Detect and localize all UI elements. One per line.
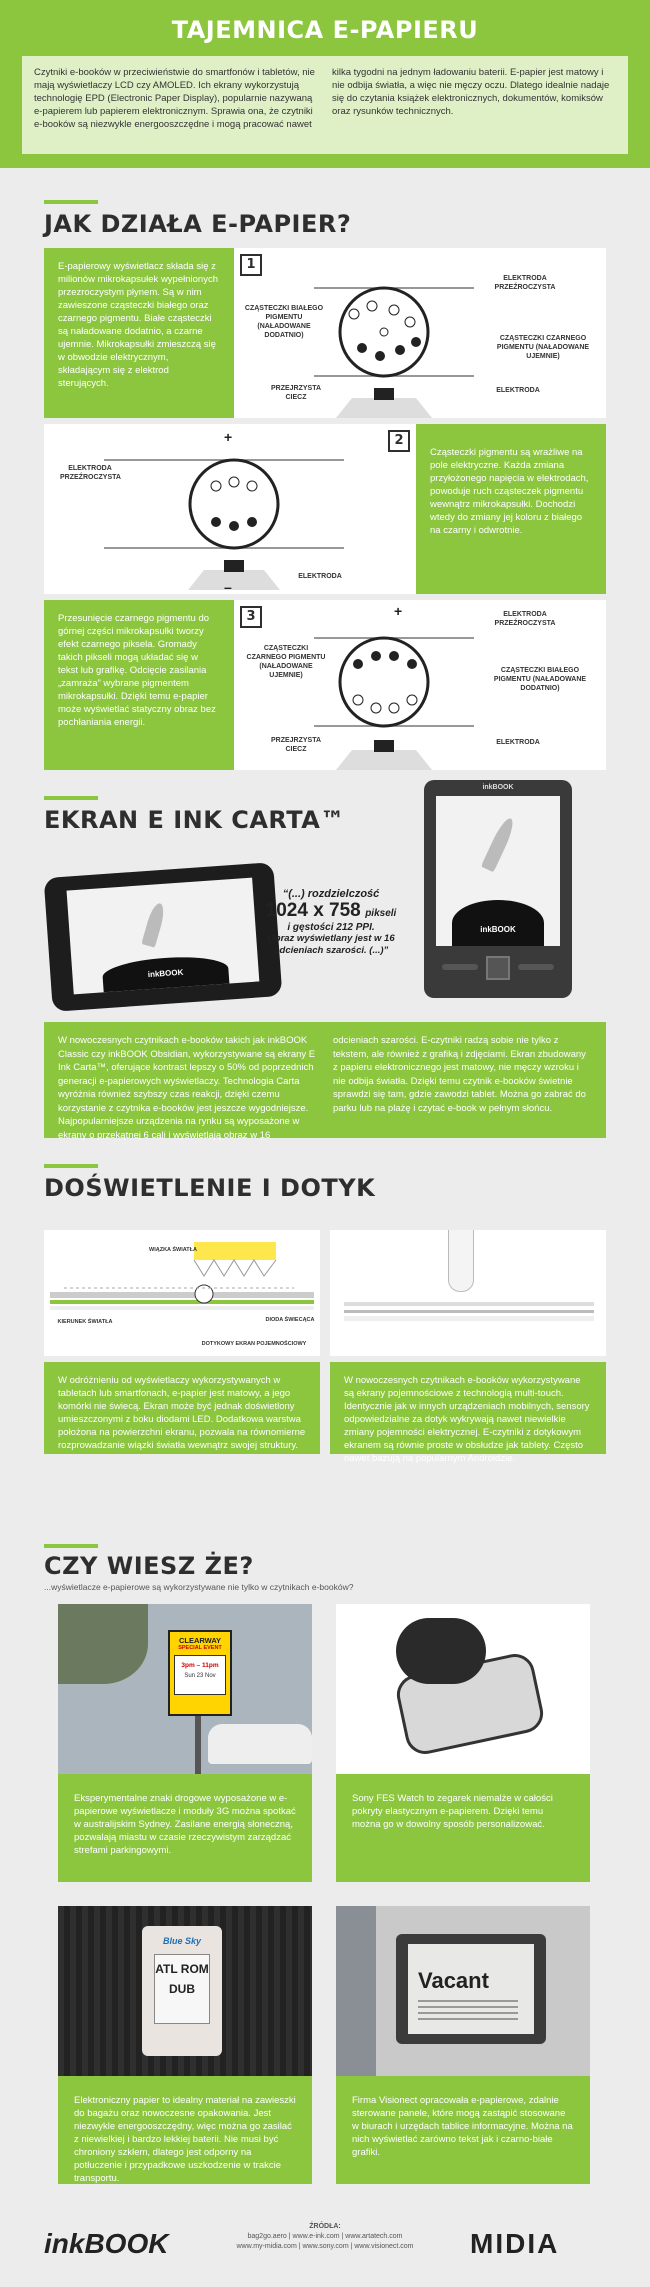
quote-rest: Obraz wyświetlany jest w 16 odcieniach szarości. (...)” [267,933,395,956]
label-electrode-clear-3: ELEKTRODA PRZEŹROCZYSTA [494,611,556,627]
step-1-text: E-papierowy wyświetlacz składa się z milionów mikrokapsułek wypełnionych przezroczystym płynem. Są w nim zawieszone cząsteczki białego oraz czarnego pigmentu. Białe cząsteczki są naładowane dodatnio, a czarne ujemnie. Mikrokapsułki zmieszczą się w obwodzie elektrycznym, składającym się z elektrod sterujących. [44,248,234,418]
luggage-tag [142,1926,222,2056]
finger-shape [448,1230,474,1292]
label-electrode-3: ELEKTRODA [496,739,540,746]
know-subtitle: ...wyświetlacze e-papierowe są wykorzystywane nie tylko w czytnikach e-booków? [44,1582,354,1592]
step-1-panel [44,248,606,418]
step-2-panel [44,424,606,594]
card-road-sign-text: Eksperymentalne znaki drogowe wyposażone w e-papierowe wyświetlacze i moduły 3G można spotkać w australijskim Sydney. Zasilane energią słoneczną, pozwalają miastu w czasie rzeczywistym zarządzać strefami parkingowymi. [58,1774,312,1882]
reader-screen [436,796,560,946]
touch-diagram [330,1230,606,1356]
info-screen [408,1944,534,2034]
label-touch-layer: DOTYKOWY EKRAN POJEMNOŚCIOWY [201,1341,307,1347]
reader-dpad[interactable] [486,956,510,980]
watch-face [396,1618,486,1684]
step-1-number: 1 [240,254,262,276]
carta-para-left: W nowoczesnych czytnikach e-booków takich jak inkBOOK Classic czy inkBOOK Obsidian, wykorzystywane są ekrany E Ink Carta™, oferujące kontrast lepszy o 50% od poprzednich generacji e-papierowych wyświetlaczy. Technologia Carta wyróżnia również szybszy czas reakcji, dzięki czemu korzystanie z czytnika e-booków jest jeszcze wygodniejsze. Najpopularniejsze urządzenia na rynku są wyposażone w ekrany o przekątnej 6 cali i wyświetlają obraz w 16 [58,1035,316,1141]
reader-brand: inkBOOK [482,784,514,791]
capsule-diagram-2 [44,424,416,594]
label-black-pigment: CZĄSTECZKI CZARNEGO PIGMENTU (NAŁADOWANE UJEMNIE) [496,335,590,360]
section-divider [44,1544,98,1548]
section-divider [44,200,98,204]
label-led: DIODA ŚWIECĄCA [265,1317,315,1323]
parked-car [208,1724,312,1764]
sign-line-2: SPECIAL EVENT [178,1645,222,1651]
step-2-text: Cząsteczki pigmentu są wrażliwe na pole elektryczne. Każda zmiana przyłożonego napięcia w elektrodach, powoduje ruch cząsteczek pigmentu wewnątrz mikrokapsułki. Dochodzi wtedy do zmiany jej koloru z białego na czarny i odwrotnie. [416,424,606,594]
tablet-screen [67,878,260,995]
info-panel [396,1934,546,2044]
sign-line-3: 3pm – 11pm [181,1662,219,1669]
card-luggage-text: Elektroniczny papier to idealny materiał na zawieszki do bagażu oraz nowoczesne opakowania. Jest niezwykle energooszczędny, więc można go zasilać z niewielkiej i bardzo lekkiej baterii. Nie musi być chroniony szkłem, dlatego jest odporny na potłuczenie i przypadkowe uszkodzenie w trakcie transportu. [58,2076,312,2184]
touch-layer-mid [344,1310,594,1313]
quote-density: i gęstości 212 PPI. [287,922,375,933]
carta-para-right: odcieniach szarości. E-czytniki radzą sobie nie tylko z tekstem, ale również z grafiką i zdjęciami. Ekran zbudowany z papieru elektronicznego jest matowy, nie męczy wzroku i nie odbija światła. Dzięki temu czytnik e-booków świetnie sprawdzi się tam, gdzie zawodzi tablet. Można go zabrać do parku lub na plażę i czytać e-book w pełnym słońcu. [333,1035,586,1114]
intro-right: kilka tygodni na jednym ładowaniu baterii. E-papier jest matowy i nie odbija światła, a więc nie męczy oczu. Dlatego idealnie nadaje się do czytania książek elektronicznych, dokumentów, komiksów oraz rysunków technicznych. [332,67,610,117]
label-electrode: ELEKTRODA [496,387,540,394]
feather-icon [141,902,167,948]
carta-text-box [44,1022,606,1141]
touch-layer-top [344,1302,594,1306]
quote-open: “(...) rozdzielczość [282,888,380,900]
midia-logo[interactable]: MIDIA [470,2228,560,2259]
tag-brand: Blue Sky [162,1936,202,1946]
card-watch [336,1604,590,1774]
light-title: DOŚWIETLENIE I DOTYK [44,1174,376,1202]
sources-title: ŹRÓDŁA: [309,2223,341,2230]
card-office-panel [336,1906,590,2076]
svg-text:+: + [224,429,233,445]
footer [0,2208,650,2287]
light-para-left: W odróżnieniu od wyświetlaczy wykorzystywanych w tabletach lub smartfonach, e-papier jest matowy, a jego komórki nie świecą. Ekran może być jednak doświetlony umieszczonymi z boku diodami LED. Dodatkowa warstwa położona na powierzchni ekranu, pozwala na równomierne rozprowadzanie wiązki światła wewnątrz swojej struktury. [44,1362,320,1454]
svg-text:–: – [224,579,232,594]
label-electrode-2: ELEKTRODA [298,573,342,580]
sign-line-1: CLEARWAY [178,1636,222,1645]
label-light-beam: WIĄZKA ŚWIATŁA [149,1247,197,1253]
step-2-number: 2 [388,430,410,452]
step-3-panel [44,600,606,770]
reader-device [424,780,572,998]
step-3-number: 3 [240,606,262,628]
touch-layer-bottom [344,1316,594,1321]
label-electrode-clear: ELEKTRODA PRZEŹROCZYSTA [494,275,556,291]
know-title: CZY WIESZ ŻE? [44,1552,254,1580]
label-electrode-clear-2: ELEKTRODA PRZEŹROCZYSTA [60,465,121,481]
label-white-pigment: CZĄSTECZKI BIAŁEGO PIGMENTU (NAŁADOWANE DODATNIO) [244,305,324,339]
panel-word: Vacant [418,1968,489,1993]
quote-resolution-line [246,900,416,922]
sources [210,2222,440,2252]
window-frame [336,1906,376,2076]
reader-screen-brand: inkBOOK [480,925,516,934]
carta-title: EKRAN E INK CARTA™ [44,806,345,834]
tree-blob [58,1604,148,1684]
section-divider [44,1164,98,1168]
ink-blot [452,900,544,946]
label-light-direction: KIERUNEK ŚWIATŁA [57,1319,113,1325]
quote-res-unit: pikseli [365,908,397,919]
svg-text:+: + [394,603,403,619]
reader-button-left[interactable] [442,964,478,970]
quote-resolution: 1024 x 758 [265,900,361,921]
label-black-pigment-3: CZĄSTECZKI CZARNEGO PIGMENTU (NAŁADOWANE UJEMNIE) [246,645,326,679]
sources-line-2[interactable]: www.my-midia.com | www.sony.com | www.visionect.com [236,2243,414,2250]
sign-display [174,1655,226,1695]
reader-button-right[interactable] [518,964,554,970]
card-road-sign [58,1604,312,1774]
inkbook-logo[interactable]: inkBOOK [44,2228,169,2259]
label-clear-fluid-3: PRZEJRZYSTA CIECZ [270,737,322,753]
road-sign [168,1630,232,1716]
card-office-text: Firma Visionect opracowała e-papierowe, zdalnie sterowane panele, które mogą zastąpić stosowane w biurach i urzędach tablice informacyjne. Można na nich wyświetlać zarówno tekst jak i czarno-białe grafiki. [336,2076,590,2184]
light-para-right: W nowoczesnych czytnikach e-booków wykorzystywane są ekrany pojemnościowe z technologią multi-touch. Identycznie jak w innych urządzeniach mobilnych, sensory odpowiedzialne za dotyk wykrywają nawet niewielkie zmiany pojemności elektrycznej. E-czytniki z dotykowym ekranem są równie proste w obsłudze jak tablety. Często nawet bazują na popularnym Androidzie. [330,1362,606,1454]
feather-icon [481,816,517,873]
step-3-text: Przesunięcie czarnego pigmentu do górnej części mikrokapsułki tworzy efekt czarnego piksela. Gromady takich pikseli mogą układać się w tekst lub grafikę. Odcięcie zasilania „zamraża” wybrane pigmentem mikrokapsułki. Dzięki temu e-papier może wyświetlać statyczny obraz bez pochłaniania energii. [44,600,234,770]
carta-quote [246,888,416,957]
frontlight-diagram [44,1230,320,1356]
card-luggage [58,1906,312,2076]
label-clear-fluid: PRZEJRZYSTA CIECZ [270,385,322,401]
section-divider [44,796,98,800]
page-title: TAJEMNICA E-PAPIERU [171,16,479,44]
tablet-brand: inkBOOK [147,967,184,980]
intro-box [22,56,628,154]
header-band [0,0,650,168]
card-watch-text: Sony FES Watch to zegarek niemalże w całości pokryty elastycznym e-papierem. Dzięki temu można go w dowolny sposób personalizować. [336,1774,590,1882]
tag-code: ATL ROM DUB [154,1954,210,2024]
how-title: JAK DZIAŁA E-PAPIER? [44,210,352,238]
panel-lines [418,2000,518,2022]
label-white-pigment-3: CZĄSTECZKI BIAŁEGO PIGMENTU (NAŁADOWANE DODATNIO) [493,667,587,692]
sign-line-4: Sun 23 Nov [184,1673,216,1679]
intro-left: Czytniki e-booków w przeciwieństwie do smartfonów i tabletów, nie mają wyświetlaczy LCD czy AMOLED. Ich ekrany wykorzystują technologię EPD (Electronic Paper Display), popularnie nazywaną e-papierem lub papierem elektronicznym. Sprawia ona, że czytniki e-booków są niezwykle energooszczędne i mogą pracować nawet [34,67,315,130]
sources-line-1[interactable]: bag2go.aero | www.e-ink.com | www.artatech.com [247,2233,403,2240]
